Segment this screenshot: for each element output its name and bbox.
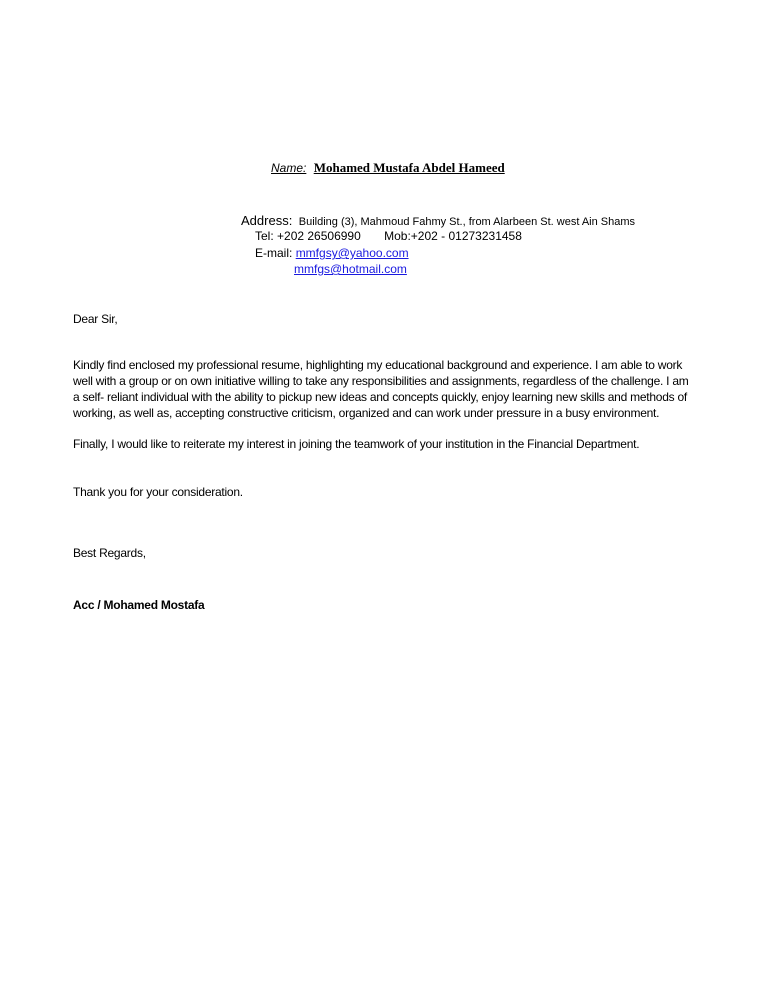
email-label: E-mail: [255, 246, 293, 260]
body-paragraph-1: Kindly find enclosed my professional resume, highlighting my educational background and experience. I am able to work well with a group or on own initiative willing to take any responsibilities and assignments, regardless of the challenge. I am a self- reliant individual with the ability to pickup new ideas and concepts quickly, enjoy learning new skills and methods of working, as well as, accepting constructive criticism, organized and can work under pressure in a busy environment. [73, 358, 689, 420]
email-line [255, 246, 409, 260]
tel-number: Tel: +202 26506990 [255, 229, 361, 243]
address-label: Address: [241, 213, 293, 228]
name-line [271, 160, 505, 176]
name-label: Name: [271, 161, 307, 175]
greeting: Dear Sir, [73, 312, 118, 326]
contact-phone-line [255, 229, 522, 243]
email-line-secondary [294, 262, 407, 276]
closing: Best Regards, [73, 546, 146, 560]
body-paragraph-2: Finally, I would like to reiterate my interest in joining the teamwork of your institution in the Financial Department. [73, 437, 640, 451]
mobile-number: Mob:+202 - 01273231458 [384, 229, 522, 243]
name-value: Mohamed Mustafa Abdel Hameed [313, 160, 505, 175]
address-value: Building (3), Mahmoud Fahmy St., from Alarbeen St. west Ain Shams [298, 216, 636, 228]
address-line [241, 212, 635, 230]
thanks-line: Thank you for your consideration. [73, 485, 243, 499]
email-link-yahoo[interactable]: mmfgsy@yahoo.com [295, 246, 409, 260]
email-link-hotmail[interactable]: mmfgs@hotmail.com [294, 262, 407, 276]
signature: Acc / Mohamed Mostafa [73, 598, 205, 612]
